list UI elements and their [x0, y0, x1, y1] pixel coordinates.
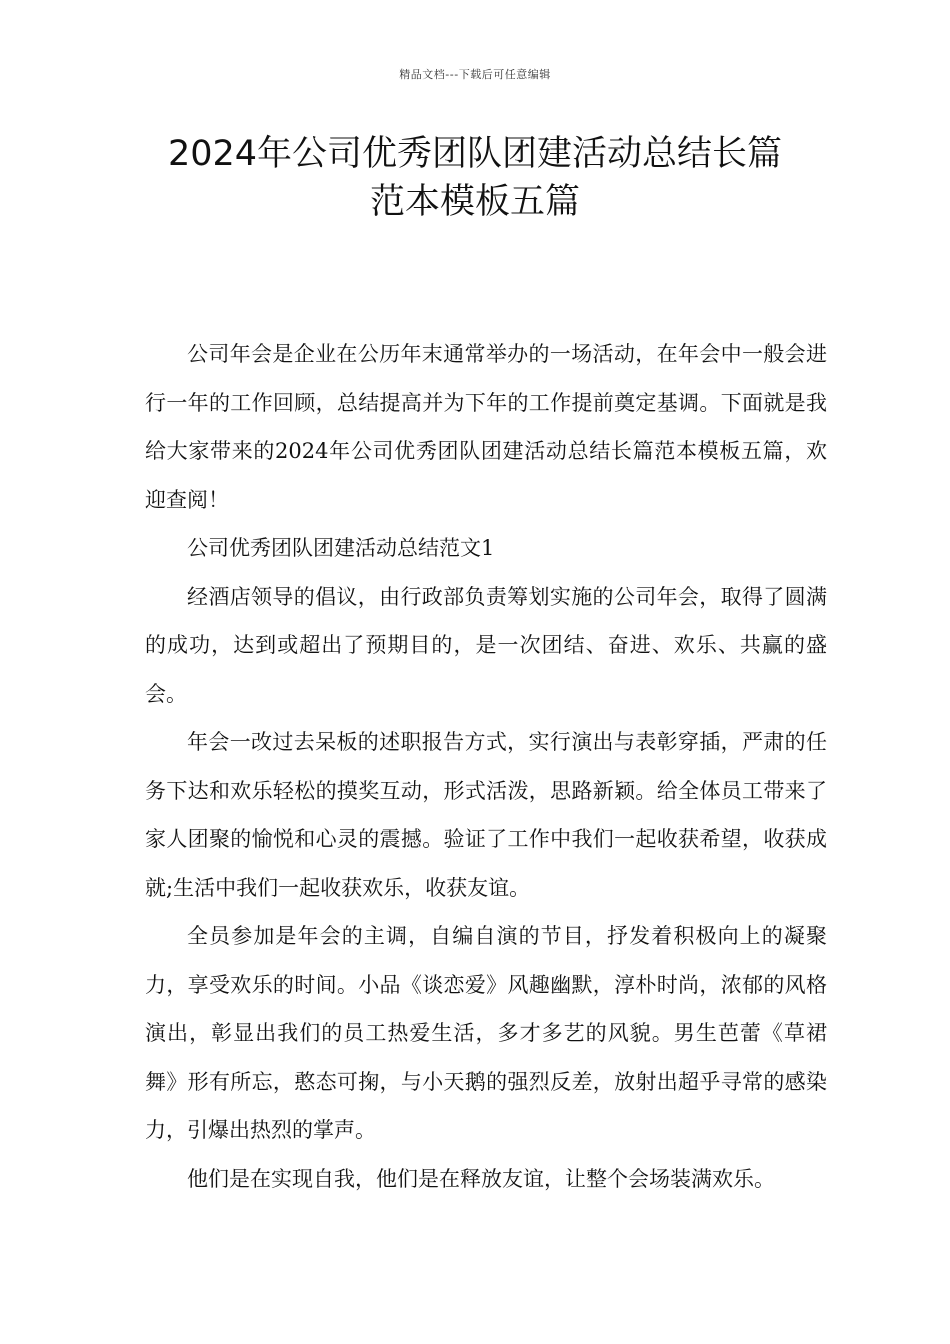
paragraph: 年会一改过去呆板的述职报告方式，实行演出与表彰穿插，严肃的任务下达和欢乐轻松的摸奖互动，形式活泼，思路新颖。给全体员工带来了家人团聚的愉悦和心灵的震撼。验证了工作中我们一起收获希望，收获成就;生活中我们一起收获欢乐，收获友谊。	[145, 730, 827, 900]
paragraph: 全员参加是年会的主调，自编自演的节目，抒发着积极向上的凝聚力，享受欢乐的时间。小品《谈恋爱》风趣幽默，淳朴时尚，浓郁的风格演出，彰显出我们的员工热爱生活，多才多艺的风貌。男生芭蕾《草裙舞》形有所忘，憨态可掬，与小天鹅的强烈反差，放射出超乎寻常的感染力，引爆出热烈的掌声。	[145, 924, 827, 1142]
paragraph-intro: 公司年会是企业在公历年末通常举办的一场活动，在年会中一般会进行一年的工作回顾，总结提高并为下年的工作提前奠定基调。下面就是我给大家带来的2024年公司优秀团队团建活动总结长篇范本模板五篇，欢迎查阅！	[145, 342, 827, 512]
paragraph: 经酒店领导的倡议，由行政部负责筹划实施的公司年会，取得了圆满的成功，达到或超出了预期目的，是一次团结、奋进、欢乐、共赢的盛会。	[145, 584, 827, 706]
title-line-1: 2024年公司优秀团队团建活动总结长篇	[167, 134, 783, 174]
document-body	[145, 330, 827, 1203]
paragraph: 他们是在实现自我，他们是在释放友谊，让整个会场装满欢乐。	[187, 1166, 775, 1191]
header-note: 精品文档---下载后可任意编辑	[399, 68, 551, 81]
section-heading: 公司优秀团队团建活动总结范文1	[187, 536, 495, 560]
document-title	[100, 130, 850, 226]
title-line-2: 范本模板五篇	[369, 182, 580, 222]
